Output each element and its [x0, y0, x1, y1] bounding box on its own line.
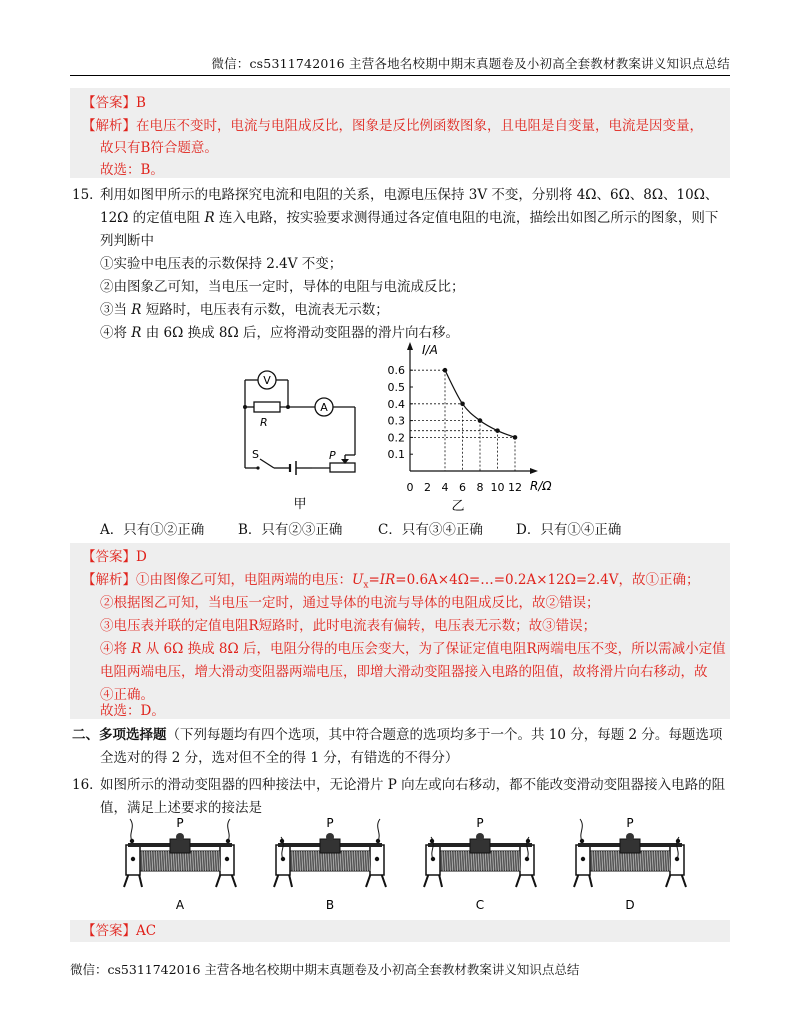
- rheostat-slider: [470, 839, 490, 853]
- q15-option-b: B．只有②③正确: [238, 522, 343, 538]
- y-tick-label: 0.4: [387, 397, 405, 411]
- rheostat-figure-a: [120, 815, 240, 915]
- svg-text:V: V: [263, 374, 271, 387]
- connection-wire: [130, 819, 132, 841]
- q16-number: 16．: [72, 777, 103, 793]
- connection-wire: [228, 819, 230, 841]
- figure-letter: B: [325, 898, 335, 912]
- terminal: [581, 857, 585, 861]
- rheostat-legs: [424, 870, 536, 887]
- x-tick-label: 12: [508, 481, 522, 494]
- slider-knob: [326, 833, 334, 841]
- q14-conclusion: 故选：B。: [100, 162, 164, 178]
- rheostat-figure-c: [420, 815, 540, 915]
- y-axis-label: I/A: [422, 343, 438, 357]
- terminal: [375, 857, 379, 861]
- q15-analysis-line-4: ④将 R 从 6Ω 换成 8Ω 后，电阻分得的电压会变大，为了保证定值电阻R两端电压不变，所以需减小定值: [100, 641, 726, 657]
- q15-answer: 【答案】D: [82, 549, 147, 565]
- data-point: [443, 368, 448, 373]
- svg-text:S: S: [252, 448, 259, 461]
- rheostat-slider: [620, 839, 640, 853]
- page-footer: 微信：cs5311742016 主营各地名校期中期末真题卷及小初高全套教材教案讲义知识点总结: [70, 962, 580, 977]
- y-tick-label: 0.1: [387, 448, 405, 462]
- x-tick-label: 2: [424, 481, 431, 494]
- slider-knob: [626, 833, 634, 841]
- rheostat-legs: [574, 870, 686, 887]
- q15-stem-line-1: 利用如图甲所示的电路探究电流和电阻的关系，电源电压保持 3V 不变，分别将 4Ω、6Ω、8Ω、10Ω、: [100, 187, 719, 203]
- svg-text:R: R: [260, 416, 268, 429]
- q15-conclusion: 故选：D。: [100, 703, 165, 719]
- rheostat-legs: [124, 870, 236, 887]
- q15-option-a: A．只有①②正确: [100, 522, 205, 538]
- q15-option-c: C．只有③④正确: [378, 522, 483, 538]
- slider-label: P: [626, 816, 634, 830]
- q15-item-2: ②由图象乙可知，当电压一定时，导体的电阻与电流成反比；: [100, 279, 465, 295]
- terminal: [225, 857, 229, 861]
- circuit-label: 甲: [293, 497, 307, 512]
- q14-analysis-line-1: 【解析】在电压不变时，电流与电阻成反比，图象是反比例函数图象，且电阻是自变量，电流是因变量，: [82, 118, 703, 134]
- figure-letter: A: [175, 898, 185, 912]
- x-tick-label: 4: [441, 481, 449, 494]
- x-tick-label: 10: [490, 481, 505, 494]
- figure-letter: D: [625, 898, 635, 912]
- q15-analysis-line-5: 电阻两端电压，增大滑动变阻器两端电压，即增大滑动变阻器接入电路的阻值，故将滑片向右移动，故: [100, 664, 708, 680]
- q15-analysis-line-1: 【解析】①由图像乙可知，电阻两端的电压：$U_x=IR=0.6A\times 4\Omega=\dots=0.2A\times 12\Omega=2.4V$，故①正确；: [82, 572, 700, 591]
- slider-label: P: [326, 816, 334, 830]
- section2-desc-line-2: 全选对的得 2 分，选对但不全的得 1 分，有错选的不得分）: [100, 750, 459, 766]
- x-tick-label: 0: [406, 481, 414, 494]
- q16-stem-line-2: 值，满足上述要求的接法是: [100, 800, 262, 816]
- figure-letter: C: [475, 898, 485, 912]
- q15-option-d: D．只有①④正确: [516, 522, 622, 538]
- y-tick-label: 0.2: [387, 431, 405, 445]
- y-tick-label: 0.5: [387, 381, 405, 394]
- q15-analysis-line-3: ③电压表并联的定值电阻R短路时，此时电流表有偏转，电压表无示数；故③错误；: [100, 618, 597, 634]
- rheostat-figures: [0, 815, 800, 915]
- slider-label: P: [176, 816, 184, 830]
- rheostat-figure-b: [270, 815, 390, 915]
- rheostat-slider: [320, 839, 340, 853]
- rheostat-figure-d: [570, 815, 690, 915]
- y-tick-label: 0.3: [387, 414, 405, 428]
- q15-stem-line-3: 列判断中: [100, 233, 154, 249]
- q15-number: 15．: [72, 187, 103, 203]
- section2-heading: 二、多项选择题（下列每题均有四个选项，其中符合题意的选项均多于一个。共 10 分，每题 2 分。每题选项: [72, 727, 723, 743]
- svg-text:P: P: [329, 449, 336, 462]
- q16-answer-box: [70, 920, 730, 942]
- connection-wire: [580, 819, 582, 841]
- svg-text:A: A: [320, 401, 328, 414]
- q15-item-4: ④将 R 由 6Ω 换成 8Ω 后，应将滑动变阻器的滑片向右移。: [100, 325, 459, 341]
- data-point: [495, 428, 500, 433]
- q16-answer: 【答案】AC: [82, 923, 157, 939]
- q15-stem-line-2: 12Ω 的定值电阻 R 连入电路，按实验要求测得通过各定值电阻的电流，描绘出如图乙所示的图象，则下: [100, 210, 719, 226]
- q14-answer: 【答案】B: [82, 95, 146, 111]
- y-tick-label: 0.6: [387, 364, 405, 378]
- connection-wire: [378, 819, 380, 841]
- rheostat-legs: [274, 870, 386, 887]
- slider-knob: [176, 833, 184, 841]
- circuit-diagram: [230, 360, 370, 515]
- data-point: [513, 435, 518, 440]
- page-header: 微信：cs5311742016 主营各地名校期中期末真题卷及小初高全套教材教案讲义知识点总结: [211, 56, 730, 71]
- slider-knob: [476, 833, 484, 841]
- q15-analysis-line-2: ②根据图乙可知，当电压一定时，通过导体的电流与导体的电阻成反比，故②错误；: [100, 595, 600, 611]
- rheostat-symbol: [330, 463, 355, 472]
- q15-item-1: ①实验中电压表的示数保持 2.4V 不变；: [100, 256, 343, 272]
- slider-label: P: [476, 816, 484, 830]
- data-point: [460, 402, 465, 407]
- resistor-symbol: [254, 402, 280, 412]
- current-resistance-chart: [380, 338, 570, 518]
- x-axis-label: R/Ω: [530, 479, 552, 493]
- header-rule: [70, 75, 730, 76]
- rheostat-slider: [170, 839, 190, 853]
- terminal: [131, 857, 135, 861]
- switch-symbol: [260, 459, 274, 468]
- q16-stem-line-1: 如图所示的滑动变阻器的四种接法中，无论滑片 P 向左或向右移动，都不能改变滑动变阻器接入电路的阻: [100, 777, 726, 793]
- x-tick-label: 8: [476, 481, 484, 494]
- q15-analysis-line-6: ④正确。: [100, 687, 154, 703]
- x-tick-label: 6: [459, 481, 466, 494]
- data-point: [478, 418, 483, 423]
- q15-item-3: ③当 R 短路时，电压表有示数，电流表无示数；: [100, 302, 389, 318]
- q14-analysis-line-2: 故只有B符合题意。: [100, 140, 218, 156]
- chart-label: 乙: [451, 499, 465, 514]
